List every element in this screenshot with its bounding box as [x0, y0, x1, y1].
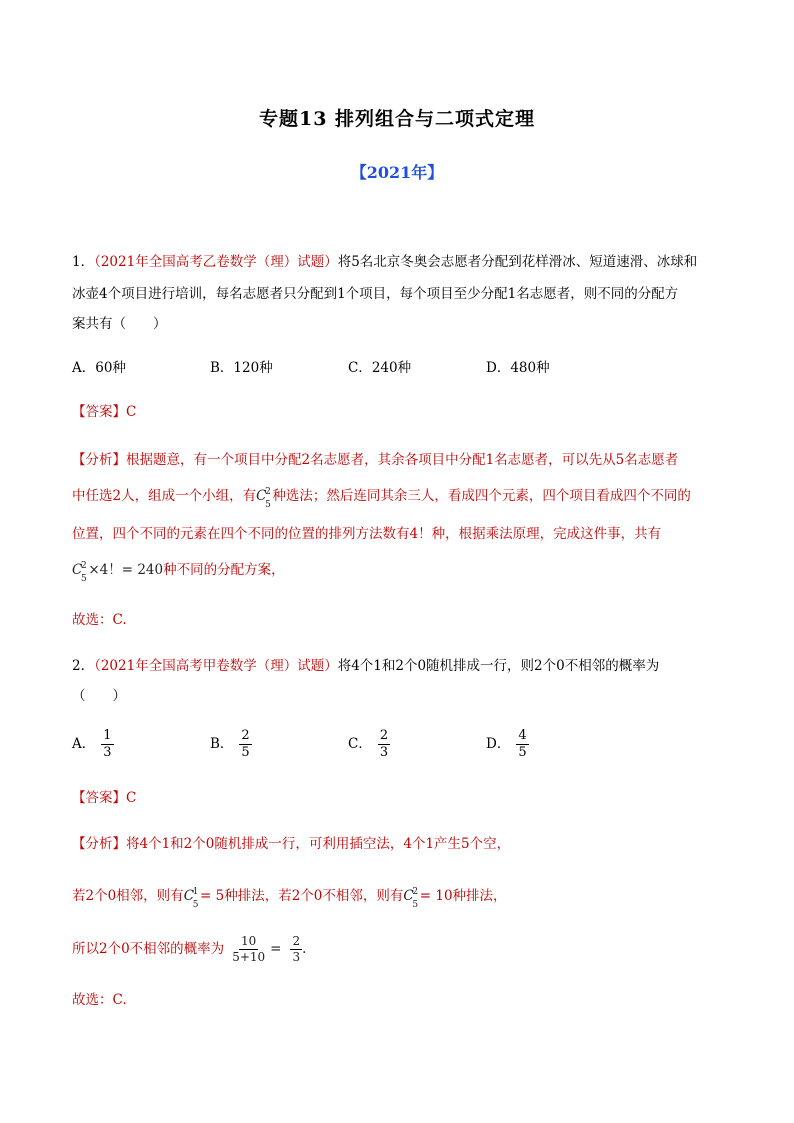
q2-analysis-label: 【分析】 [72, 836, 126, 852]
period: . [302, 941, 307, 957]
q1-analysis2b-text: 种选法；然后连同其余三人，看成四个元素，四个项目看成四个不同的 [272, 488, 691, 504]
q1-line1 [72, 252, 697, 272]
q2-option-d: D． $\frac{4}{5}$ [486, 728, 527, 760]
q1-analysis2a-text: 中任选2人，组成一个小组，有 [72, 488, 257, 504]
q2-analysis1-text: 将4个1和2个0随机排成一行，可利用插空法，4个1产生5个空， [126, 836, 511, 852]
q1-option-a: A．60种 [72, 360, 126, 376]
q1-answer [72, 402, 136, 422]
page-title: 专题13 排列组合与二项式定理 [258, 108, 536, 130]
q1-analysis4 [72, 560, 285, 584]
q2-analysis1 [72, 834, 510, 854]
q2-analysis2 [72, 886, 507, 910]
q1-analysis4a-text: ×4！= 240 [88, 562, 164, 578]
equals-sign: = [270, 941, 282, 957]
q1-option-c: C．240种 [348, 360, 412, 376]
q2-line1 [72, 656, 659, 676]
probability-fraction: $\frac{10}{5+10}$ [232, 934, 266, 964]
q2-option-c: C． $\frac{2}{3}$ [348, 728, 389, 760]
q1-analysis4b-text: 种不同的分配方案， [163, 562, 285, 578]
fraction: $\frac{1}{3}$ [103, 728, 112, 760]
q1-analysis1 [72, 450, 678, 470]
combination-c51: C 1 5 [183, 887, 199, 910]
combination-c52-c: C 2 5 [403, 887, 419, 910]
q1-number: 1． [72, 254, 95, 270]
q2-conclusion: 故选：C. [72, 992, 127, 1008]
q2-text1: 将4个1和2个0随机排成一行，则2个0不相邻的概率为 [337, 658, 660, 674]
q1-analysis2 [72, 486, 691, 510]
fraction: $\frac{4}{5}$ [518, 728, 527, 760]
q2-answer [72, 788, 136, 808]
q2-option-b: B． $\frac{2}{5}$ [210, 728, 250, 760]
q2-source: （2021年全国高考甲卷数学（理）试题） [94, 658, 338, 674]
q1-source: （2021年全国高考乙卷数学（理）试题） [94, 254, 338, 270]
combination-c52-b: C 2 5 [72, 561, 87, 584]
q1-analysis1-text: 根据题意，有一个项目中分配2名志愿者，其余各项目中分配1名志愿者，可以先从5名志愿者 [126, 452, 679, 468]
q2-text2: （ ） [72, 688, 126, 704]
q1-text1: 将5名北京冬奥会志愿者分配到花样滑冰、短道速滑、冰球和 [337, 254, 698, 270]
q2-analysis2a-text: 若2个0相邻，则有 [72, 888, 184, 904]
result-fraction: $\frac{2}{3}$ [292, 934, 301, 964]
q1-conclusion: 故选：C. [72, 612, 127, 628]
fraction: $\frac{2}{3}$ [379, 728, 389, 760]
q2-option-a: A． $\frac{1}{3}$ [72, 728, 112, 760]
combination-c52: C 2 5 [256, 487, 271, 510]
q1-text3: 案共有（ ） [72, 316, 167, 332]
year-heading: 【2021年】 [350, 163, 444, 182]
q1-text2: 冰壶4个项目进行培训，每名志愿者只分配到1个项目，每个项目至少分配1名志愿者，则不同的分配方 [72, 286, 679, 302]
q2-answer-label: 【答案】 [72, 790, 126, 806]
q1-answer-label: 【答案】 [72, 404, 126, 420]
q2-analysis2b-text: = 5种排法，若2个0不相邻，则有 [200, 888, 404, 904]
q1-answer-value: C [126, 404, 137, 420]
q2-number: 2． [72, 658, 95, 674]
q1-option-d: D．480种 [486, 360, 550, 376]
q2-analysis3a-text: 所以2个0不相邻的概率为 [72, 941, 225, 957]
q1-option-b: B．120种 [210, 360, 273, 376]
q1-analysis-label: 【分析】 [72, 452, 126, 468]
q2-analysis3 [72, 934, 306, 965]
q1-analysis3: 位置，四个不同的元素在四个不同的位置的排列方法数有4！种，根据乘法原理，完成这件事，共有 [72, 526, 662, 542]
fraction: $\frac{2}{5}$ [241, 728, 250, 760]
q2-analysis2c-text: = 10种排法， [419, 888, 507, 904]
q2-answer-value: C [126, 790, 137, 806]
